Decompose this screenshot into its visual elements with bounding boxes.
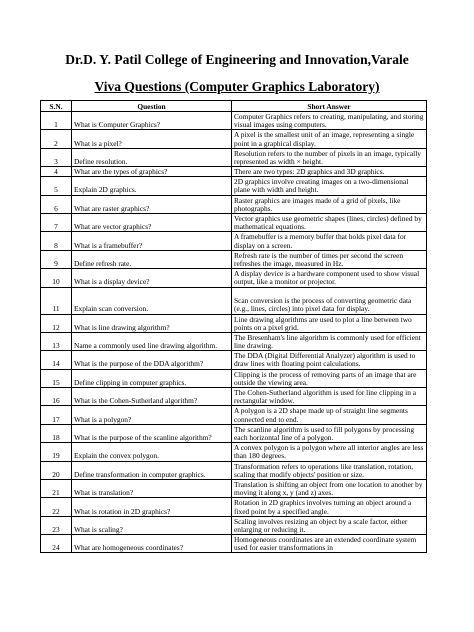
table-cell-question: What is rotation in 2D graphics? (72, 498, 232, 516)
table-cell-answer: Rotation in 2D graphics involves turning an object around a fixed point by a specified angle. (232, 498, 427, 516)
column-header-answer: Short Answer (232, 101, 427, 112)
table-cell-answer: The scanline algorithm is used to fill polygons by processing each horizontal line of a polygon. (232, 424, 427, 442)
table-row (41, 232, 427, 250)
table-cell-question: What are homogeneous coordinates? (72, 535, 232, 553)
table-cell-answer: A convex polygon is a polygon where all interior angles are less than 180 degrees. (232, 443, 427, 461)
table-cell-sn: 12 (41, 314, 72, 332)
table-cell-answer: Vector graphics use geometric shapes (lines, circles) defined by mathematical equations. (232, 213, 427, 231)
table-cell-sn: 15 (41, 369, 72, 387)
table-row (41, 287, 427, 314)
table-row (41, 406, 427, 424)
table-cell-question: What is translation? (72, 480, 232, 498)
table-cell-question: What is scaling? (72, 516, 232, 534)
table-header-row (41, 101, 427, 112)
table-cell-sn: 4 (41, 167, 72, 177)
table-row (41, 130, 427, 148)
table-row (41, 424, 427, 442)
document-subtitle (0, 79, 474, 95)
table-row (41, 314, 427, 332)
table-cell-sn: 14 (41, 351, 72, 369)
table-cell-answer: The Bresenham's line algorithm is commonly used for efficient line drawing. (232, 332, 427, 350)
table-cell-question: What is a display device? (72, 269, 232, 287)
table-cell-answer: 2D graphics involve creating images on a two-dimensional plane with width and height. (232, 177, 427, 195)
table-cell-sn: 18 (41, 424, 72, 442)
table-cell-sn: 8 (41, 232, 72, 250)
table-row (41, 167, 427, 177)
table-cell-question: What are vector graphics? (72, 213, 232, 231)
table-cell-question: Explain 2D graphics. (72, 177, 232, 195)
table-row (41, 388, 427, 406)
table-cell-question: What is Computer Graphics? (72, 112, 232, 130)
table-cell-sn: 17 (41, 406, 72, 424)
table-cell-question: What is a framebuffer? (72, 232, 232, 250)
table-row (41, 480, 427, 498)
column-header-sn: S.N. (41, 101, 72, 112)
table-cell-answer: Translation is shifting an object from one location to another by moving it along x, y (and z) axes. (232, 480, 427, 498)
table-cell-answer: Resolution refers to the number of pixels in an image, typically represented as width × height. (232, 148, 427, 166)
table-cell-question: What are the types of graphics? (72, 167, 232, 177)
table-cell-sn: 22 (41, 498, 72, 516)
table-cell-answer: Transformation refers to operations like translation, rotation, scaling that modify objects' position or size. (232, 461, 427, 479)
table-cell-sn: 21 (41, 480, 72, 498)
table-row (41, 112, 427, 130)
table-cell-sn: 16 (41, 388, 72, 406)
table-cell-answer: A display device is a hardware component used to show visual output, like a monitor or projector. (232, 269, 427, 287)
table-row (41, 195, 427, 213)
table-cell-sn: 13 (41, 332, 72, 350)
table-cell-answer: The Cohen-Sutherland algorithm is used for line clipping in a rectangular window. (232, 388, 427, 406)
table-cell-sn: 20 (41, 461, 72, 479)
subtitle-text: Viva Questions (Computer Graphics Laboratory) (94, 79, 380, 94)
table-cell-question: What is the purpose of the scanline algorithm? (72, 424, 232, 442)
table-cell-question: Define clipping in computer graphics. (72, 369, 232, 387)
table-cell-sn: 2 (41, 130, 72, 148)
table-cell-sn: 24 (41, 535, 72, 553)
table-body (41, 112, 427, 553)
table-cell-answer: Line drawing algorithms are used to plot a line between two points on a pixel grid. (232, 314, 427, 332)
table-cell-question: What is the purpose of the DDA algorithm? (72, 351, 232, 369)
table-cell-question: Explain the convex polygon. (72, 443, 232, 461)
table-row (41, 369, 427, 387)
table-cell-sn: 23 (41, 516, 72, 534)
table-cell-sn: 9 (41, 250, 72, 268)
table-cell-question: Explain scan conversion. (72, 287, 232, 314)
table-cell-answer: Scaling involves resizing an object by a scale factor, either enlarging or reducing it. (232, 516, 427, 534)
table-cell-answer: Clipping is the process of removing parts of an image that are outside the viewing area. (232, 369, 427, 387)
table-cell-sn: 1 (41, 112, 72, 130)
table-row (41, 443, 427, 461)
table-row (41, 535, 427, 553)
table-row (41, 332, 427, 350)
table-cell-answer: Homogeneous coordinates are an extended coordinate system used for easier transformations in (232, 535, 427, 553)
table-cell-question: Define refresh rate. (72, 250, 232, 268)
table-cell-question: Define resolution. (72, 148, 232, 166)
table-cell-sn: 7 (41, 213, 72, 231)
table-cell-question: What are raster graphics? (72, 195, 232, 213)
table-cell-sn: 19 (41, 443, 72, 461)
table-cell-sn: 10 (41, 269, 72, 287)
table-cell-answer: A pixel is the smallest unit of an image, representing a single point in a graphical display. (232, 130, 427, 148)
table-row (41, 177, 427, 195)
table-cell-sn: 6 (41, 195, 72, 213)
table-row (41, 498, 427, 516)
table-row (41, 516, 427, 534)
table-row (41, 250, 427, 268)
table-row (41, 213, 427, 231)
table-cell-answer: A framebuffer is a memory buffer that holds pixel data for display on a screen. (232, 232, 427, 250)
table-cell-answer: A polygon is a 2D shape made up of straight line segments connected end to end. (232, 406, 427, 424)
table-cell-question: What is line drawing algorithm? (72, 314, 232, 332)
column-header-question: Question (72, 101, 232, 112)
college-title: Dr.D. Y. Patil College of Engineering and Innovation,Varale (65, 52, 409, 67)
table-cell-question: Define transformation in computer graphics. (72, 461, 232, 479)
table-cell-sn: 11 (41, 287, 72, 314)
table-cell-answer: There are two types: 2D graphics and 3D graphics. (232, 167, 427, 177)
viva-questions-table (40, 100, 427, 553)
table-row (41, 148, 427, 166)
table-row (41, 269, 427, 287)
table-cell-answer: Scan conversion is the process of converting geometric data (e.g., lines, circles) into pixel data for display. (232, 287, 427, 314)
table-cell-answer: Raster graphics are images made of a grid of pixels, like photographs. (232, 195, 427, 213)
table-row (41, 351, 427, 369)
table-cell-answer: Refresh rate is the number of times per second the screen refreshes the image, measured in Hz. (232, 250, 427, 268)
table-cell-question: Name a commonly used line drawing algorithm. (72, 332, 232, 350)
table-cell-question: What is the Cohen-Sutherland algorithm? (72, 388, 232, 406)
table-cell-sn: 5 (41, 177, 72, 195)
table-cell-sn: 3 (41, 148, 72, 166)
table-row (41, 461, 427, 479)
table-cell-answer: Computer Graphics refers to creating, manipulating, and storing visual images using computers. (232, 112, 427, 130)
table-cell-answer: The DDA (Digital Differential Analyzer) algorithm is used to draw lines with floating point calculations. (232, 351, 427, 369)
table-cell-question: What is a pixel? (72, 130, 232, 148)
table-cell-question: What is a polygon? (72, 406, 232, 424)
